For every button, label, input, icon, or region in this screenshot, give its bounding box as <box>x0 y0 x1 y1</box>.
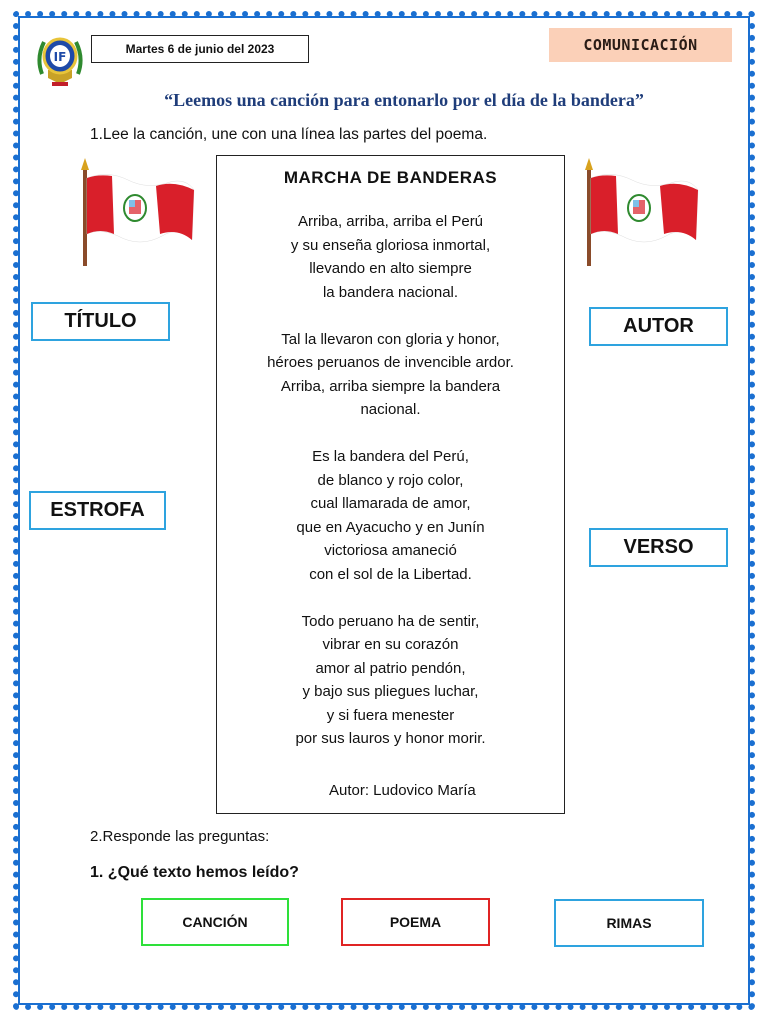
poem-author: Autor: Ludovico María <box>329 782 476 799</box>
poem-verse-line: victoriosa amaneció <box>324 542 457 559</box>
poem-verse-line: Arriba, arriba siempre la bandera <box>280 377 501 395</box>
poem-verse-line: héroes peruanos de invencible ardor. <box>267 354 514 371</box>
label-autor[interactable]: AUTOR <box>589 307 728 346</box>
poem-verse-line: de blanco y rojo color, <box>317 471 464 489</box>
poem-verse-line: Es la bandera del Perú, <box>312 448 469 465</box>
date-box: Martes 6 de junio del 2023 <box>91 35 309 63</box>
poem-verse-line: Todo peruano ha de sentir, <box>301 612 480 630</box>
peru-flag-icon <box>582 156 700 268</box>
option-poema[interactable]: POEMA <box>341 898 490 946</box>
poem-verse-line: la bandera nacional. <box>322 283 459 301</box>
activity-heading: “Leemos una canción para entonarlo por el día de la bandera” <box>164 90 644 110</box>
poem-verse-line: Arriba, arriba, arriba el Perú <box>297 213 484 230</box>
option-rimas[interactable]: RIMAS <box>554 899 704 947</box>
poem-verse-line: llevando en alto siempre <box>309 260 472 277</box>
svg-text:IF: IF <box>53 50 67 64</box>
question-1: 1. ¿Qué texto hemos leído? <box>90 864 299 881</box>
poem-stanza-gap <box>217 586 564 610</box>
label-estrofa[interactable]: ESTROFA <box>29 491 166 530</box>
instruction-2: 2.Responde las preguntas: <box>90 828 270 845</box>
school-crest-icon <box>34 34 86 88</box>
poem-lines <box>217 210 564 751</box>
poem-title: MARCHA DE BANDERAS <box>283 168 498 187</box>
poem-verse-line: vibrar en su corazón <box>322 636 459 653</box>
poem-verse-line: Tal la llevaron con gloria y honor, <box>281 330 500 348</box>
poem-verse-line: y bajo sus pliegues luchar, <box>302 683 479 700</box>
label-titulo[interactable]: TÍTULO <box>31 302 170 341</box>
instruction-1: 1.Lee la canción, une con una línea las partes del poema. <box>90 126 488 143</box>
poem-verse-line: nacional. <box>360 401 421 418</box>
peru-flag-icon <box>78 156 196 268</box>
poem-verse-line: cual llamarada de amor, <box>310 495 471 512</box>
poem-stanza-gap <box>217 422 564 446</box>
poem-verse-line: por sus lauros y honor morir. <box>295 730 486 747</box>
poem-stanza-gap <box>217 304 564 328</box>
poem-verse-line: que en Ayacucho y en Junín <box>296 518 485 536</box>
poem-verse-line: amor al patrio pendón, <box>315 659 466 677</box>
option-cancion[interactable]: CANCIÓN <box>141 898 289 946</box>
poem-verse-line: y si fuera menester <box>326 706 455 724</box>
poem-box <box>216 155 565 814</box>
label-verso[interactable]: VERSO <box>589 528 728 567</box>
subject-banner: COMUNICACIÓN <box>549 28 732 62</box>
poem-verse-line: y su enseña gloriosa inmortal, <box>290 236 491 254</box>
poem-verse-line: con el sol de la Libertad. <box>309 565 472 583</box>
